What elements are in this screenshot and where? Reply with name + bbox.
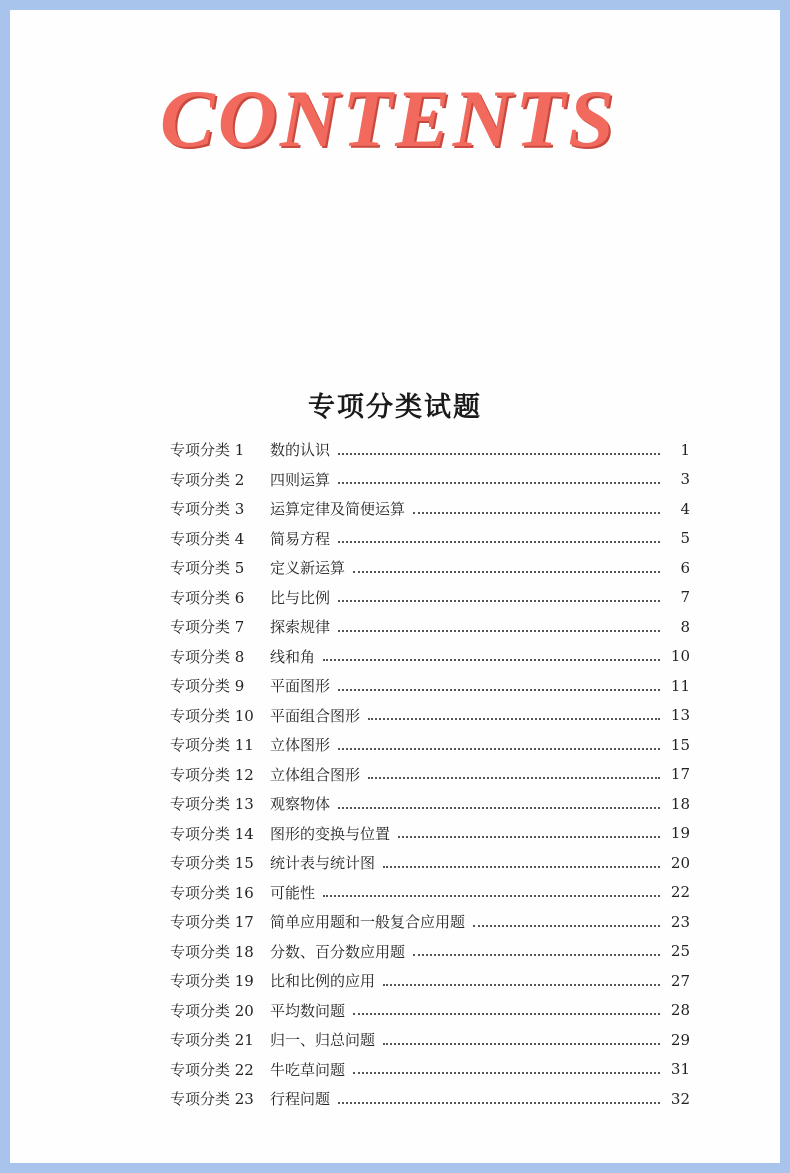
- toc-entry[interactable]: [170, 583, 690, 613]
- toc-page-number: 19: [670, 824, 690, 843]
- toc-category: 专项分类 15: [170, 854, 254, 873]
- toc-category: 专项分类 13: [170, 795, 254, 814]
- toc-page-number: 6: [680, 558, 690, 577]
- toc-category: 专项分类 22: [170, 1060, 254, 1079]
- toc-category: 专项分类 10: [170, 706, 254, 725]
- toc-page-number: 17: [670, 765, 690, 784]
- toc-entry[interactable]: [170, 937, 690, 967]
- toc-title: 观察物体: [270, 795, 331, 814]
- toc-title: 平面图形: [270, 677, 331, 696]
- toc-entry[interactable]: [170, 966, 690, 996]
- toc-leader-dots: [368, 706, 660, 720]
- toc-entry[interactable]: [170, 612, 690, 642]
- toc-title: 归一、归总问题: [270, 1031, 376, 1050]
- toc-page-number: 29: [670, 1030, 690, 1049]
- toc-leader-dots: [338, 736, 660, 750]
- toc-leader-dots: [323, 883, 660, 897]
- toc-title: 定义新运算: [270, 559, 346, 578]
- toc-leader-dots: [383, 854, 660, 868]
- toc-category: 专项分类 3: [170, 500, 245, 519]
- section-title: 专项分类试题: [308, 392, 482, 423]
- toc-leader-dots: [413, 942, 660, 956]
- toc-category: 专项分类 14: [170, 824, 254, 843]
- toc-title: 运算定律及简便运算: [270, 500, 406, 519]
- toc-title: 简单应用题和一般复合应用题: [270, 913, 466, 932]
- toc-title: 平面组合图形: [270, 706, 361, 725]
- toc-category: 专项分类 20: [170, 1001, 254, 1020]
- toc-leader-dots: [338, 677, 660, 691]
- toc-title: 牛吃草问题: [270, 1060, 346, 1079]
- toc-category: 专项分类 9: [170, 677, 245, 696]
- toc-title: 行程问题: [270, 1090, 331, 1109]
- toc-leader-dots: [338, 795, 660, 809]
- toc-entry[interactable]: [170, 494, 690, 524]
- toc-entry[interactable]: [170, 701, 690, 731]
- toc-leader-dots: [338, 588, 660, 602]
- toc-entry[interactable]: [170, 553, 690, 583]
- toc-page-number: 5: [680, 529, 690, 548]
- toc-entry[interactable]: [170, 1055, 690, 1085]
- toc-page-number: 31: [670, 1060, 690, 1079]
- toc-category: 专项分类 5: [170, 559, 245, 578]
- toc-title: 比与比例: [270, 588, 331, 607]
- toc-page-number: 18: [670, 794, 690, 813]
- toc-page-number: 25: [670, 942, 690, 961]
- toc-title: 分数、百分数应用题: [270, 942, 406, 961]
- toc-leader-dots: [338, 470, 660, 484]
- toc-entry[interactable]: [170, 848, 690, 878]
- contents-banner: CONTENTS: [160, 73, 617, 164]
- toc-entry[interactable]: [170, 1084, 690, 1114]
- toc-page-number: 4: [680, 499, 690, 518]
- table-of-contents: [170, 435, 690, 1114]
- toc-title: 线和角: [270, 647, 316, 666]
- toc-entry[interactable]: [170, 730, 690, 760]
- toc-entry[interactable]: [170, 642, 690, 672]
- toc-title: 数的认识: [270, 441, 331, 460]
- toc-page-number: 11: [670, 676, 690, 695]
- toc-category: 专项分类 16: [170, 883, 254, 902]
- toc-page-number: 22: [670, 883, 690, 902]
- toc-entry[interactable]: [170, 907, 690, 937]
- toc-page-number: 10: [670, 647, 690, 666]
- toc-title: 简易方程: [270, 529, 331, 548]
- toc-category: 专项分类 1: [170, 441, 245, 460]
- toc-entry[interactable]: [170, 996, 690, 1026]
- toc-leader-dots: [338, 529, 660, 543]
- toc-entry[interactable]: [170, 1025, 690, 1055]
- toc-entry[interactable]: [170, 465, 690, 495]
- toc-category: 专项分类 19: [170, 972, 254, 991]
- toc-category: 专项分类 17: [170, 913, 254, 932]
- toc-title: 比和比例的应用: [270, 972, 376, 991]
- toc-title: 图形的变换与位置: [270, 824, 391, 843]
- toc-category: 专项分类 4: [170, 529, 245, 548]
- toc-title: 平均数问题: [270, 1001, 346, 1020]
- toc-category: 专项分类 2: [170, 470, 245, 489]
- toc-entry[interactable]: [170, 760, 690, 790]
- toc-entry[interactable]: [170, 524, 690, 554]
- toc-title: 立体组合图形: [270, 765, 361, 784]
- toc-category: 专项分类 18: [170, 942, 254, 961]
- toc-category: 专项分类 11: [170, 736, 254, 755]
- toc-category: 专项分类 8: [170, 647, 245, 666]
- toc-page-number: 32: [670, 1089, 690, 1108]
- toc-page-number: 7: [680, 588, 690, 607]
- toc-leader-dots: [323, 647, 660, 661]
- toc-leader-dots: [338, 441, 660, 455]
- toc-entry[interactable]: [170, 789, 690, 819]
- toc-category: 专项分类 7: [170, 618, 245, 637]
- toc-leader-dots: [353, 1001, 660, 1015]
- toc-page-number: 8: [680, 617, 690, 636]
- toc-leader-dots: [398, 824, 660, 838]
- toc-page-number: 13: [670, 706, 690, 725]
- toc-leader-dots: [353, 559, 660, 573]
- toc-leader-dots: [383, 972, 660, 986]
- toc-category: 专项分类 21: [170, 1031, 254, 1050]
- toc-title: 四则运算: [270, 470, 331, 489]
- toc-page-number: 1: [680, 440, 690, 459]
- toc-title: 探索规律: [270, 618, 331, 637]
- toc-page-number: 28: [670, 1001, 690, 1020]
- toc-leader-dots: [368, 765, 660, 779]
- toc-leader-dots: [353, 1060, 660, 1074]
- toc-leader-dots: [338, 1090, 660, 1104]
- toc-category: 专项分类 12: [170, 765, 254, 784]
- toc-category: 专项分类 6: [170, 588, 245, 607]
- toc-title: 立体图形: [270, 736, 331, 755]
- toc-leader-dots: [383, 1031, 660, 1045]
- toc-leader-dots: [473, 913, 660, 927]
- toc-entry[interactable]: [170, 435, 690, 465]
- toc-entry[interactable]: [170, 878, 690, 908]
- toc-page-number: 20: [670, 853, 690, 872]
- toc-leader-dots: [413, 500, 660, 514]
- toc-page-number: 3: [680, 470, 690, 489]
- toc-entry[interactable]: [170, 671, 690, 701]
- toc-page-number: 15: [670, 735, 690, 754]
- toc-title: 可能性: [270, 883, 316, 902]
- toc-category: 专项分类 23: [170, 1090, 254, 1109]
- toc-entry[interactable]: [170, 819, 690, 849]
- toc-leader-dots: [338, 618, 660, 632]
- toc-title: 统计表与统计图: [270, 854, 376, 873]
- toc-page-number: 23: [670, 912, 690, 931]
- toc-page-number: 27: [670, 971, 690, 990]
